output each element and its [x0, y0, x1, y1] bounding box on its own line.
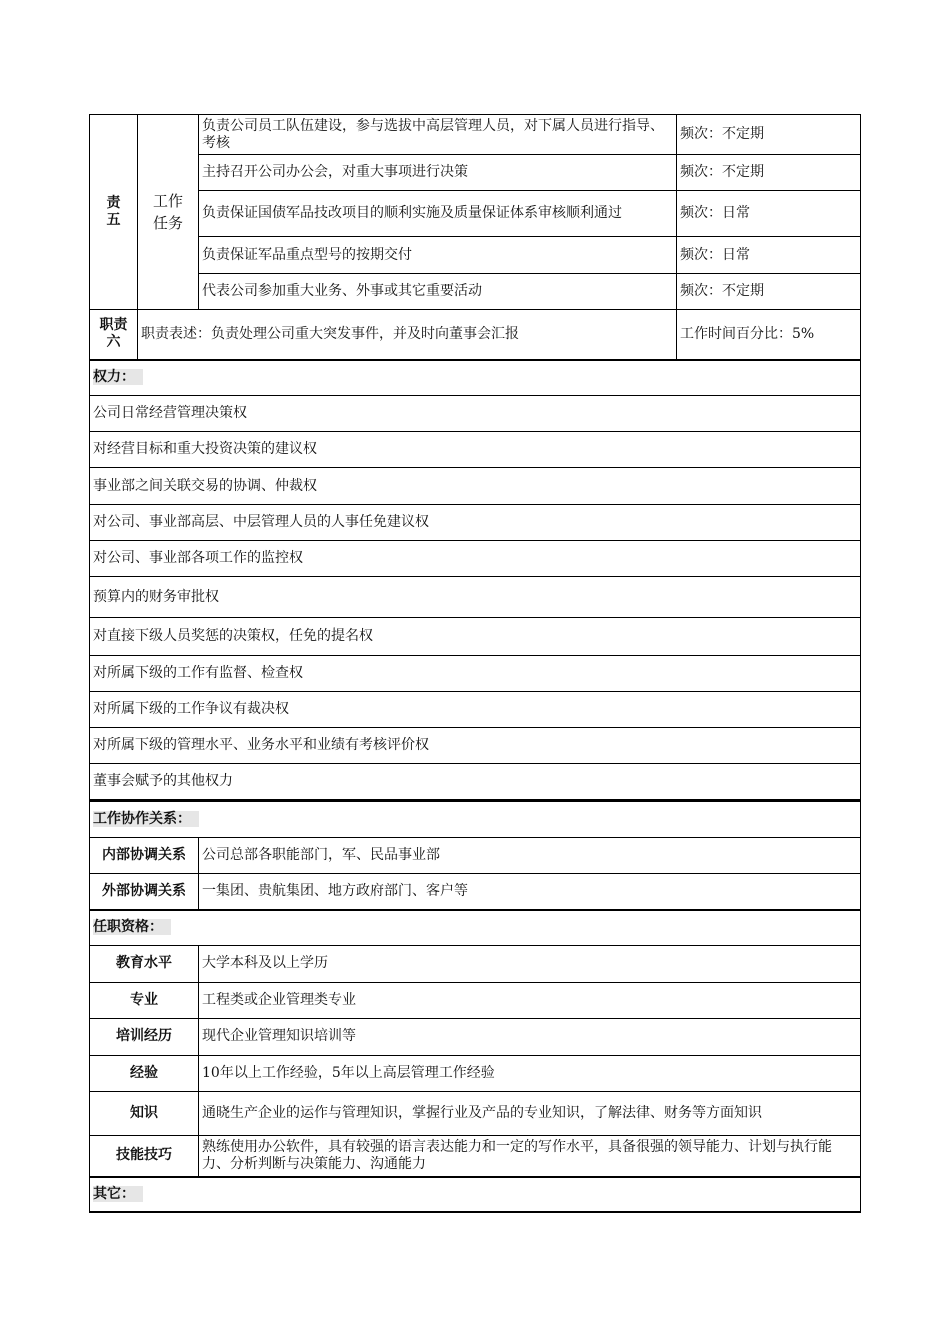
job-description-table — [89, 114, 861, 800]
authority-item: 董事会赋予的其他权力 — [90, 764, 861, 800]
duty5-label-line1: 责 — [106, 195, 121, 211]
qualification-value: 熟练使用办公软件，具有较强的语言表达能力和一定的写作水平，具备很强的领导能力、计划与执行能力、分析判断与决策能力、沟通能力 — [199, 1135, 861, 1177]
authority-heading: 权力： — [93, 369, 143, 385]
qualification-row — [90, 1091, 861, 1135]
duty6-label-line1: 职责 — [99, 317, 128, 334]
duty5-task-row — [90, 115, 861, 155]
internal-coordination-value: 公司总部各职能部门，军、民品事业部 — [199, 837, 861, 873]
qualification-row — [90, 1018, 861, 1055]
qualification-label: 教育水平 — [90, 945, 199, 982]
qualification-value: 通晓生产企业的运作与管理知识，掌握行业及产品的专业知识，了解法律、财务等方面知识 — [199, 1091, 861, 1135]
qualification-value: 大学本科及以上学历 — [199, 945, 861, 982]
qualification-label: 技能技巧 — [90, 1135, 199, 1177]
cooperation-heading-row — [90, 801, 861, 837]
qualification-heading-row — [90, 910, 861, 945]
duty5-task-label-line1: 工作 — [152, 192, 183, 210]
authority-item-row — [90, 764, 861, 800]
other-heading: 其它： — [93, 1186, 143, 1202]
authority-item-row — [90, 432, 861, 468]
authority-item: 对直接下级人员奖惩的决策权，任免的提名权 — [90, 618, 861, 656]
qualification-value: 现代企业管理知识培训等 — [199, 1018, 861, 1055]
authority-item: 对经营目标和重大投资决策的建议权 — [90, 432, 861, 468]
authority-item: 对所属下级的工作争议有裁决权 — [90, 692, 861, 728]
authority-item: 公司日常经营管理决策权 — [90, 396, 861, 432]
authority-item-row — [90, 541, 861, 577]
duty6-description: 职责表述：负责处理公司重大突发事件，并及时向董事会汇报 — [138, 310, 677, 360]
duty5-task-frequency: 频次：不定期 — [677, 274, 861, 310]
authority-item: 对所属下级的工作有监督、检查权 — [90, 656, 861, 692]
qualification-heading: 任职资格： — [93, 919, 171, 935]
internal-coordination-row — [90, 837, 861, 873]
authority-item-row — [90, 505, 861, 541]
authority-item-row — [90, 728, 861, 764]
qualification-heading-cell — [90, 910, 861, 945]
qualification-row — [90, 1055, 861, 1091]
authority-item-row — [90, 656, 861, 692]
qualification-value: 工程类或企业管理类专业 — [199, 982, 861, 1018]
duty5-task-label-line2: 任务 — [152, 214, 183, 232]
duty6-label — [90, 310, 138, 360]
authority-item: 对公司、事业部高层、中层管理人员的人事任免建议权 — [90, 505, 861, 541]
duty6-label-line2: 六 — [106, 334, 121, 351]
duty6-time-percentage: 工作时间百分比：5% — [677, 310, 861, 360]
internal-coordination-label: 内部协调关系 — [90, 837, 199, 873]
duty5-label-line2: 五 — [106, 212, 121, 228]
authority-item-row — [90, 577, 861, 618]
external-coordination-label: 外部协调关系 — [90, 873, 199, 910]
authority-item-row — [90, 618, 861, 656]
job-description-sheet — [89, 114, 860, 1213]
duty5-task-text: 代表公司参加重大业务、外事或其它重要活动 — [199, 274, 677, 310]
authority-heading-row — [90, 360, 861, 396]
duty5-task-row — [90, 191, 861, 237]
other-heading-cell — [90, 1177, 861, 1212]
duty5-task-label — [138, 115, 199, 310]
duty5-task-row — [90, 237, 861, 274]
duty5-task-text: 负责保证国债军品技改项目的顺利实施及质量保证体系审核顺利通过 — [199, 191, 677, 237]
qualification-value: 10年以上工作经验，5年以上高层管理工作经验 — [199, 1055, 861, 1091]
duty5-task-text: 负责保证军品重点型号的按期交付 — [199, 237, 677, 274]
duty5-task-frequency: 频次：不定期 — [677, 155, 861, 191]
cooperation-table — [89, 800, 861, 1213]
qualification-row — [90, 945, 861, 982]
authority-item-row — [90, 692, 861, 728]
cooperation-heading: 工作协作关系： — [93, 811, 199, 827]
other-heading-row — [90, 1177, 861, 1212]
qualification-row — [90, 1135, 861, 1177]
duty5-task-text: 负责公司员工队伍建设，参与选拔中高层管理人员，对下属人员进行指导、考核 — [199, 115, 677, 155]
authority-heading-cell — [90, 360, 861, 396]
qualification-label: 专业 — [90, 982, 199, 1018]
authority-item: 对公司、事业部各项工作的监控权 — [90, 541, 861, 577]
duty5-task-row — [90, 274, 861, 310]
external-coordination-row — [90, 873, 861, 910]
external-coordination-value: 一集团、贵航集团、地方政府部门、客户等 — [199, 873, 861, 910]
cooperation-heading-cell — [90, 801, 861, 837]
duty5-task-text: 主持召开公司办公会，对重大事项进行决策 — [199, 155, 677, 191]
duty5-task-frequency: 频次：日常 — [677, 237, 861, 274]
qualification-row — [90, 982, 861, 1018]
qualification-label: 知识 — [90, 1091, 199, 1135]
authority-item: 对所属下级的管理水平、业务水平和业绩有考核评价权 — [90, 728, 861, 764]
qualification-label: 培训经历 — [90, 1018, 199, 1055]
duty5-task-frequency: 频次：日常 — [677, 191, 861, 237]
authority-item-row — [90, 468, 861, 505]
duty5-task-frequency: 频次：不定期 — [677, 115, 861, 155]
duty5-task-row — [90, 155, 861, 191]
qualification-label: 经验 — [90, 1055, 199, 1091]
duty6-row — [90, 310, 861, 360]
authority-item-row — [90, 396, 861, 432]
authority-item: 预算内的财务审批权 — [90, 577, 861, 618]
duty5-label — [90, 115, 138, 310]
authority-item: 事业部之间关联交易的协调、仲裁权 — [90, 468, 861, 505]
